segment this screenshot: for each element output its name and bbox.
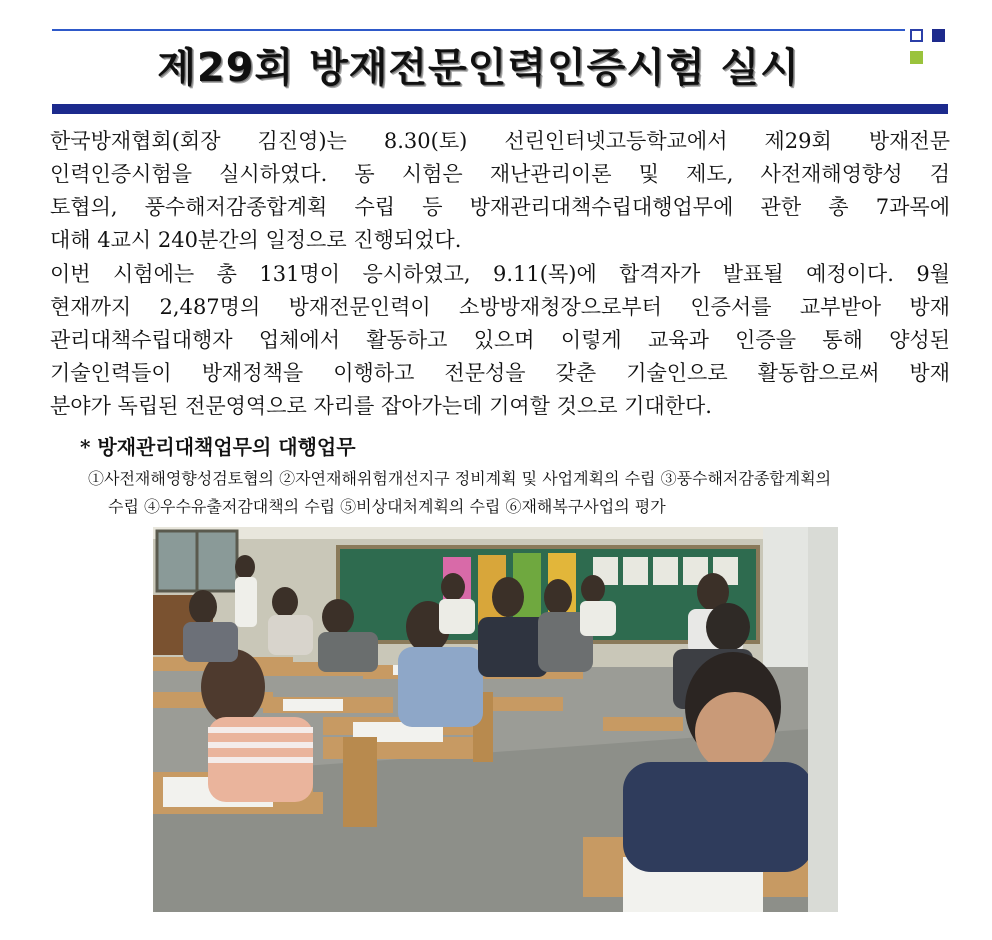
decor-square-outline [910,29,923,42]
page-title [52,38,905,98]
paragraph-line: 인력인증시험을 실시하였다. 동 시험은 재난관리이론 및 제도, 사전재해영향성 검 [50,162,950,186]
paragraph-2 [50,258,950,423]
decor-square-green [910,51,923,64]
paragraph-line: 이번 시험에는 총 131명이 응시하였고, 9.11(목)에 합격자가 발표될 예정이다. 9월 [50,262,950,286]
paragraph-line: 관리대책수립대행자 업체에서 활동하고 있으며 이렇게 교육과 인증을 통해 양성된 [50,328,950,352]
note-line: ①사전재해영향성검토협의 ②자연재해위험개선지구 정비계획 및 사업계획의 수립 ③풍수해저감종합계획의 [88,469,832,488]
paragraph-1 [50,125,950,257]
paragraph-line: 분야가 독립된 전문영역으로 자리를 잡아가는데 기여할 것으로 기대한다. [50,394,712,418]
decor-square-navy [932,29,945,42]
title-top-rule [52,29,905,31]
exam-room-photo [153,527,838,912]
paragraph-line: 현재까지 2,487명의 방재전문인력이 소방방재청장으로부터 인증서를 교부받아 방재 [50,295,950,319]
note-body [88,465,948,521]
note-line: 수립 ④우수유출저감대책의 수립 ⑤비상대처계획의 수립 ⑥재해복구사업의 평가 [108,497,666,516]
exam-room-illustration [153,527,838,912]
paragraph-line: 기술인력들이 방재정책을 이행하고 전문성을 갖춘 기술인으로 활동함으로써 방재 [50,361,950,385]
title-bottom-rule [52,104,948,114]
paragraph-line: 대해 4교시 240분간의 일정으로 진행되었다. [50,228,462,252]
note-heading: * 방재관리대책업무의 대행업무 [80,435,356,459]
paragraph-line: 토협의, 풍수해저감종합계획 수립 등 방재관리대책수립대행업무에 관한 총 7과목에 [50,195,950,219]
page-title-text: 제29회 방재전문인력인증시험 실시 [157,45,800,91]
paragraph-line: 한국방재협회(회장 김진영)는 8.30(토) 선린인터넷고등학교에서 제29회 방재전문 [50,129,950,153]
